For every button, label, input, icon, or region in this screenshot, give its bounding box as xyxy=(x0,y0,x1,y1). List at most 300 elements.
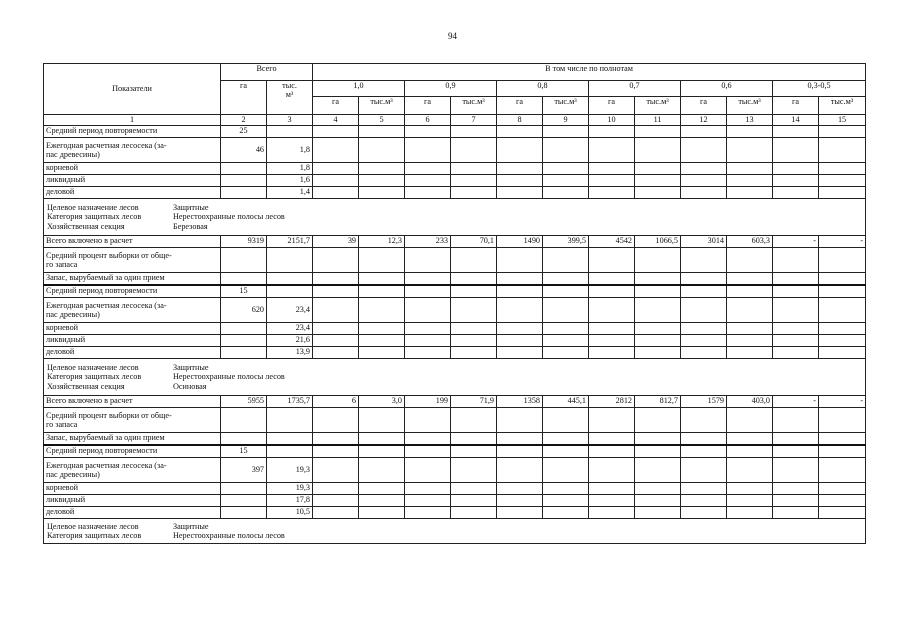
cell-empty xyxy=(681,273,727,286)
cell-empty xyxy=(497,187,543,199)
cell-value: 1066,5 xyxy=(635,236,681,248)
cell-empty xyxy=(313,138,359,163)
cell-empty xyxy=(497,175,543,187)
cell-empty xyxy=(681,458,727,483)
cell-empty xyxy=(819,483,866,495)
header-total-volume: тыс. м³ xyxy=(267,81,313,115)
header-sub-ha: га xyxy=(313,97,359,115)
cell-empty xyxy=(451,298,497,323)
cell-empty xyxy=(727,163,773,175)
cell-empty xyxy=(405,458,451,483)
row-label: Ежегодная расчетная лесосека (за- пас древесины) xyxy=(44,458,221,483)
table-row xyxy=(44,335,866,347)
table-row xyxy=(44,433,866,446)
cell-empty xyxy=(681,126,727,138)
cell-value: 12,3 xyxy=(359,236,405,248)
cell-empty xyxy=(313,347,359,359)
cell-empty xyxy=(681,298,727,323)
cell-ha xyxy=(221,408,267,433)
cell-empty xyxy=(589,483,635,495)
cell-empty xyxy=(727,433,773,446)
cell-volume: 21,6 xyxy=(267,335,313,347)
cell-empty xyxy=(451,458,497,483)
cell-empty xyxy=(543,458,589,483)
cell-empty xyxy=(313,458,359,483)
cell-empty xyxy=(451,507,497,519)
header-total: Всего xyxy=(221,64,313,81)
cell-empty xyxy=(589,175,635,187)
cell-empty xyxy=(589,298,635,323)
cell-volume: 1,4 xyxy=(267,187,313,199)
cell-value: 445,1 xyxy=(543,396,589,408)
cell-empty xyxy=(681,335,727,347)
column-number: 12 xyxy=(681,115,727,126)
cell-value: 71,9 xyxy=(451,396,497,408)
cell-empty xyxy=(635,483,681,495)
header-sub-volume: тыс.м³ xyxy=(543,97,589,115)
cell-empty xyxy=(359,445,405,458)
row-label: деловой xyxy=(44,347,221,359)
table-row xyxy=(44,359,866,396)
cell-volume: 23,4 xyxy=(267,323,313,335)
info-value: Нерестоохранные полосы лесов xyxy=(173,531,285,540)
cell-empty xyxy=(405,138,451,163)
cell-ha xyxy=(221,163,267,175)
cell-value: 403,0 xyxy=(727,396,773,408)
cell-value: - xyxy=(773,236,819,248)
cell-volume: 23,4 xyxy=(267,298,313,323)
header-density: 0,8 xyxy=(497,81,589,97)
cell-volume xyxy=(267,126,313,138)
cell-empty xyxy=(451,163,497,175)
header-density: 0,6 xyxy=(681,81,773,97)
header-sub-volume: тыс.м³ xyxy=(359,97,405,115)
cell-value: 9319 xyxy=(221,236,267,248)
cell-empty xyxy=(451,483,497,495)
info-key: Целевое назначение лесов xyxy=(47,203,139,213)
cell-empty xyxy=(727,187,773,199)
cell-empty xyxy=(589,163,635,175)
cell-empty xyxy=(773,483,819,495)
table-row xyxy=(44,495,866,507)
cell-empty xyxy=(497,458,543,483)
cell-empty xyxy=(451,187,497,199)
cell-empty xyxy=(819,175,866,187)
cell-empty xyxy=(819,408,866,433)
header-sub-ha: га xyxy=(497,97,543,115)
row-label: Всего включено в расчет xyxy=(44,236,221,248)
cell-empty xyxy=(543,285,589,298)
column-number: 11 xyxy=(635,115,681,126)
cell-empty xyxy=(359,126,405,138)
cell-volume: 13,9 xyxy=(267,347,313,359)
section-info-cell xyxy=(44,519,866,544)
cell-empty xyxy=(635,347,681,359)
row-label: ликвидный xyxy=(44,335,221,347)
cell-empty xyxy=(313,445,359,458)
table-row xyxy=(44,458,866,483)
header-sub-ha: га xyxy=(681,97,727,115)
cell-empty xyxy=(359,408,405,433)
cell-empty xyxy=(635,285,681,298)
cell-empty xyxy=(543,483,589,495)
header-total-ha: га xyxy=(221,81,267,115)
column-number: 5 xyxy=(359,115,405,126)
cell-empty xyxy=(635,458,681,483)
cell-empty xyxy=(589,507,635,519)
cell-empty xyxy=(681,175,727,187)
cell-empty xyxy=(589,138,635,163)
cell-empty xyxy=(681,433,727,446)
cell-empty xyxy=(451,248,497,273)
cell-empty xyxy=(543,273,589,286)
cell-volume xyxy=(267,445,313,458)
cell-empty xyxy=(589,458,635,483)
header-sub-ha: га xyxy=(405,97,451,115)
cell-volume: 17,8 xyxy=(267,495,313,507)
cell-value: 2812 xyxy=(589,396,635,408)
cell-empty xyxy=(727,248,773,273)
cell-empty xyxy=(773,126,819,138)
table-row xyxy=(44,187,866,199)
cell-volume xyxy=(267,433,313,446)
info-line xyxy=(47,212,862,221)
row-label: Запас, вырубаемый за один прием xyxy=(44,433,221,446)
cell-empty xyxy=(819,248,866,273)
cell-ha xyxy=(221,273,267,286)
cell-empty xyxy=(589,408,635,433)
cell-empty xyxy=(543,126,589,138)
cell-empty xyxy=(359,175,405,187)
info-line xyxy=(47,363,862,372)
cell-empty xyxy=(819,507,866,519)
info-line xyxy=(47,531,862,540)
cell-empty xyxy=(589,347,635,359)
cell-empty xyxy=(451,285,497,298)
cell-ha xyxy=(221,187,267,199)
cell-empty xyxy=(589,187,635,199)
cell-empty xyxy=(313,126,359,138)
cell-empty xyxy=(405,248,451,273)
cell-empty xyxy=(405,163,451,175)
header-density: 0,9 xyxy=(405,81,497,97)
cell-empty xyxy=(773,458,819,483)
cell-ha xyxy=(221,248,267,273)
info-value: Защитные xyxy=(173,363,209,373)
cell-empty xyxy=(727,335,773,347)
cell-empty xyxy=(589,285,635,298)
column-number: 2 xyxy=(221,115,267,126)
table-row xyxy=(44,507,866,519)
cell-empty xyxy=(543,433,589,446)
info-key: Хозяйственная секция xyxy=(47,221,125,231)
cell-empty xyxy=(727,273,773,286)
info-key: Категория защитных лесов xyxy=(47,212,142,222)
cell-empty xyxy=(313,273,359,286)
cell-value: 4542 xyxy=(589,236,635,248)
cell-value: 603,3 xyxy=(727,236,773,248)
cell-empty xyxy=(681,187,727,199)
cell-ha xyxy=(221,507,267,519)
cell-empty xyxy=(497,507,543,519)
table-row xyxy=(44,323,866,335)
cell-empty xyxy=(727,495,773,507)
cell-empty xyxy=(543,248,589,273)
cell-empty xyxy=(819,163,866,175)
cell-empty xyxy=(313,187,359,199)
cell-empty xyxy=(543,138,589,163)
cell-empty xyxy=(497,138,543,163)
info-key: Категория защитных лесов xyxy=(47,531,142,540)
cell-value: 70,1 xyxy=(451,236,497,248)
table-row xyxy=(44,298,866,323)
cell-empty xyxy=(405,408,451,433)
cell-empty xyxy=(819,335,866,347)
cell-empty xyxy=(405,273,451,286)
row-label: ликвидный xyxy=(44,175,221,187)
cell-empty xyxy=(359,273,405,286)
header-density: 0,3-0,5 xyxy=(773,81,866,97)
cell-empty xyxy=(359,298,405,323)
cell-empty xyxy=(405,347,451,359)
cell-value: 3,0 xyxy=(359,396,405,408)
cell-empty xyxy=(773,433,819,446)
cell-empty xyxy=(681,138,727,163)
cell-empty xyxy=(543,347,589,359)
cell-empty xyxy=(773,347,819,359)
cell-empty xyxy=(497,126,543,138)
cell-empty xyxy=(819,323,866,335)
cell-value: 6 xyxy=(313,396,359,408)
cell-empty xyxy=(635,445,681,458)
cell-empty xyxy=(819,445,866,458)
cell-empty xyxy=(313,163,359,175)
row-label: корневой xyxy=(44,483,221,495)
cell-value: 399,5 xyxy=(543,236,589,248)
column-number: 3 xyxy=(267,115,313,126)
cell-empty xyxy=(773,323,819,335)
column-number: 6 xyxy=(405,115,451,126)
table-row xyxy=(44,483,866,495)
cell-empty xyxy=(635,298,681,323)
cell-empty xyxy=(773,175,819,187)
allowable-cut-table xyxy=(43,63,866,544)
cell-volume xyxy=(267,248,313,273)
cell-empty xyxy=(819,298,866,323)
cell-empty xyxy=(405,433,451,446)
cell-empty xyxy=(405,335,451,347)
cell-empty xyxy=(405,507,451,519)
cell-empty xyxy=(497,273,543,286)
cell-empty xyxy=(773,298,819,323)
cell-empty xyxy=(681,163,727,175)
cell-empty xyxy=(313,298,359,323)
row-label: Средний процент выборки от обще- го запаса xyxy=(44,248,221,273)
cell-volume: 19,3 xyxy=(267,458,313,483)
cell-empty xyxy=(819,347,866,359)
column-number: 1 xyxy=(44,115,221,126)
page-number: 94 xyxy=(448,31,457,41)
cell-volume xyxy=(267,273,313,286)
cell-empty xyxy=(405,495,451,507)
cell-empty xyxy=(681,347,727,359)
cell-ha: 397 xyxy=(221,458,267,483)
cell-empty xyxy=(405,187,451,199)
column-number: 10 xyxy=(589,115,635,126)
cell-empty xyxy=(681,323,727,335)
row-label: Всего включено в расчет xyxy=(44,396,221,408)
cell-empty xyxy=(727,408,773,433)
cell-empty xyxy=(589,495,635,507)
cell-empty xyxy=(405,126,451,138)
cell-value: - xyxy=(819,236,866,248)
table-row xyxy=(44,248,866,273)
cell-empty xyxy=(819,138,866,163)
cell-empty xyxy=(773,138,819,163)
table-row xyxy=(44,445,866,458)
cell-empty xyxy=(313,248,359,273)
cell-empty xyxy=(451,175,497,187)
cell-empty xyxy=(635,273,681,286)
header-sub-volume: тыс.м³ xyxy=(819,97,866,115)
cell-empty xyxy=(405,483,451,495)
table-row xyxy=(44,163,866,175)
cell-ha: 25 xyxy=(221,126,267,138)
table-row xyxy=(44,236,866,248)
column-number: 13 xyxy=(727,115,773,126)
row-label: Средний период повторяемости xyxy=(44,445,221,458)
cell-empty xyxy=(543,323,589,335)
info-key: Целевое назначение лесов xyxy=(47,363,139,373)
info-key: Хозяйственная секция xyxy=(47,381,125,391)
column-number: 7 xyxy=(451,115,497,126)
info-line xyxy=(47,372,862,381)
cell-empty xyxy=(543,187,589,199)
cell-ha xyxy=(221,347,267,359)
cell-empty xyxy=(635,433,681,446)
info-value: Нерестоохранные полосы лесов xyxy=(173,212,285,222)
cell-ha: 46 xyxy=(221,138,267,163)
cell-empty xyxy=(451,445,497,458)
cell-empty xyxy=(543,507,589,519)
cell-value: 3014 xyxy=(681,236,727,248)
cell-empty xyxy=(635,335,681,347)
cell-volume xyxy=(267,408,313,433)
cell-empty xyxy=(359,138,405,163)
cell-empty xyxy=(359,335,405,347)
cell-empty xyxy=(681,507,727,519)
cell-empty xyxy=(819,458,866,483)
section-info-cell xyxy=(44,359,866,396)
info-value: Защитные xyxy=(173,521,209,531)
cell-ha xyxy=(221,495,267,507)
cell-empty xyxy=(405,298,451,323)
cell-empty xyxy=(313,507,359,519)
cell-empty xyxy=(773,495,819,507)
cell-empty xyxy=(497,433,543,446)
cell-empty xyxy=(589,445,635,458)
cell-ha: 620 xyxy=(221,298,267,323)
cell-ha: 15 xyxy=(221,285,267,298)
cell-empty xyxy=(773,248,819,273)
cell-value: - xyxy=(773,396,819,408)
cell-empty xyxy=(635,248,681,273)
cell-value: 1490 xyxy=(497,236,543,248)
info-line xyxy=(47,382,862,391)
cell-empty xyxy=(819,126,866,138)
cell-empty xyxy=(635,138,681,163)
cell-empty xyxy=(497,408,543,433)
cell-empty xyxy=(313,433,359,446)
header-sub-volume: тыс.м³ xyxy=(635,97,681,115)
cell-empty xyxy=(313,335,359,347)
cell-volume: 1,8 xyxy=(267,163,313,175)
info-value: Осиновая xyxy=(173,381,207,391)
cell-empty xyxy=(451,433,497,446)
cell-empty xyxy=(773,163,819,175)
cell-empty xyxy=(405,445,451,458)
cell-empty xyxy=(359,248,405,273)
cell-empty xyxy=(773,445,819,458)
cell-empty xyxy=(543,495,589,507)
column-number: 8 xyxy=(497,115,543,126)
cell-empty xyxy=(589,433,635,446)
cell-empty xyxy=(313,323,359,335)
cell-empty xyxy=(313,285,359,298)
cell-empty xyxy=(681,445,727,458)
header-indicators: Показатели xyxy=(44,64,221,115)
cell-empty xyxy=(497,445,543,458)
cell-empty xyxy=(359,285,405,298)
cell-empty xyxy=(727,445,773,458)
cell-value: 233 xyxy=(405,236,451,248)
cell-volume xyxy=(267,285,313,298)
cell-empty xyxy=(497,248,543,273)
cell-empty xyxy=(635,187,681,199)
cell-empty xyxy=(543,335,589,347)
cell-ha xyxy=(221,483,267,495)
cell-value: 812,7 xyxy=(635,396,681,408)
cell-empty xyxy=(773,187,819,199)
column-number: 4 xyxy=(313,115,359,126)
cell-volume: 1,6 xyxy=(267,175,313,187)
cell-empty xyxy=(589,323,635,335)
header-sub-ha: га xyxy=(589,97,635,115)
cell-value: 1579 xyxy=(681,396,727,408)
cell-empty xyxy=(681,495,727,507)
cell-empty xyxy=(773,507,819,519)
cell-empty xyxy=(497,285,543,298)
cell-empty xyxy=(681,483,727,495)
row-label: Средний период повторяемости xyxy=(44,126,221,138)
info-value: Березовая xyxy=(173,221,208,231)
cell-empty xyxy=(819,433,866,446)
cell-empty xyxy=(359,433,405,446)
cell-empty xyxy=(727,323,773,335)
cell-empty xyxy=(405,175,451,187)
cell-empty xyxy=(589,273,635,286)
cell-empty xyxy=(681,408,727,433)
cell-empty xyxy=(773,273,819,286)
cell-empty xyxy=(589,126,635,138)
cell-ha xyxy=(221,175,267,187)
cell-empty xyxy=(819,273,866,286)
row-label: ликвидный xyxy=(44,495,221,507)
cell-empty xyxy=(497,347,543,359)
row-label: Средний процент выборки от обще- го запаса xyxy=(44,408,221,433)
cell-empty xyxy=(635,175,681,187)
cell-empty xyxy=(727,347,773,359)
